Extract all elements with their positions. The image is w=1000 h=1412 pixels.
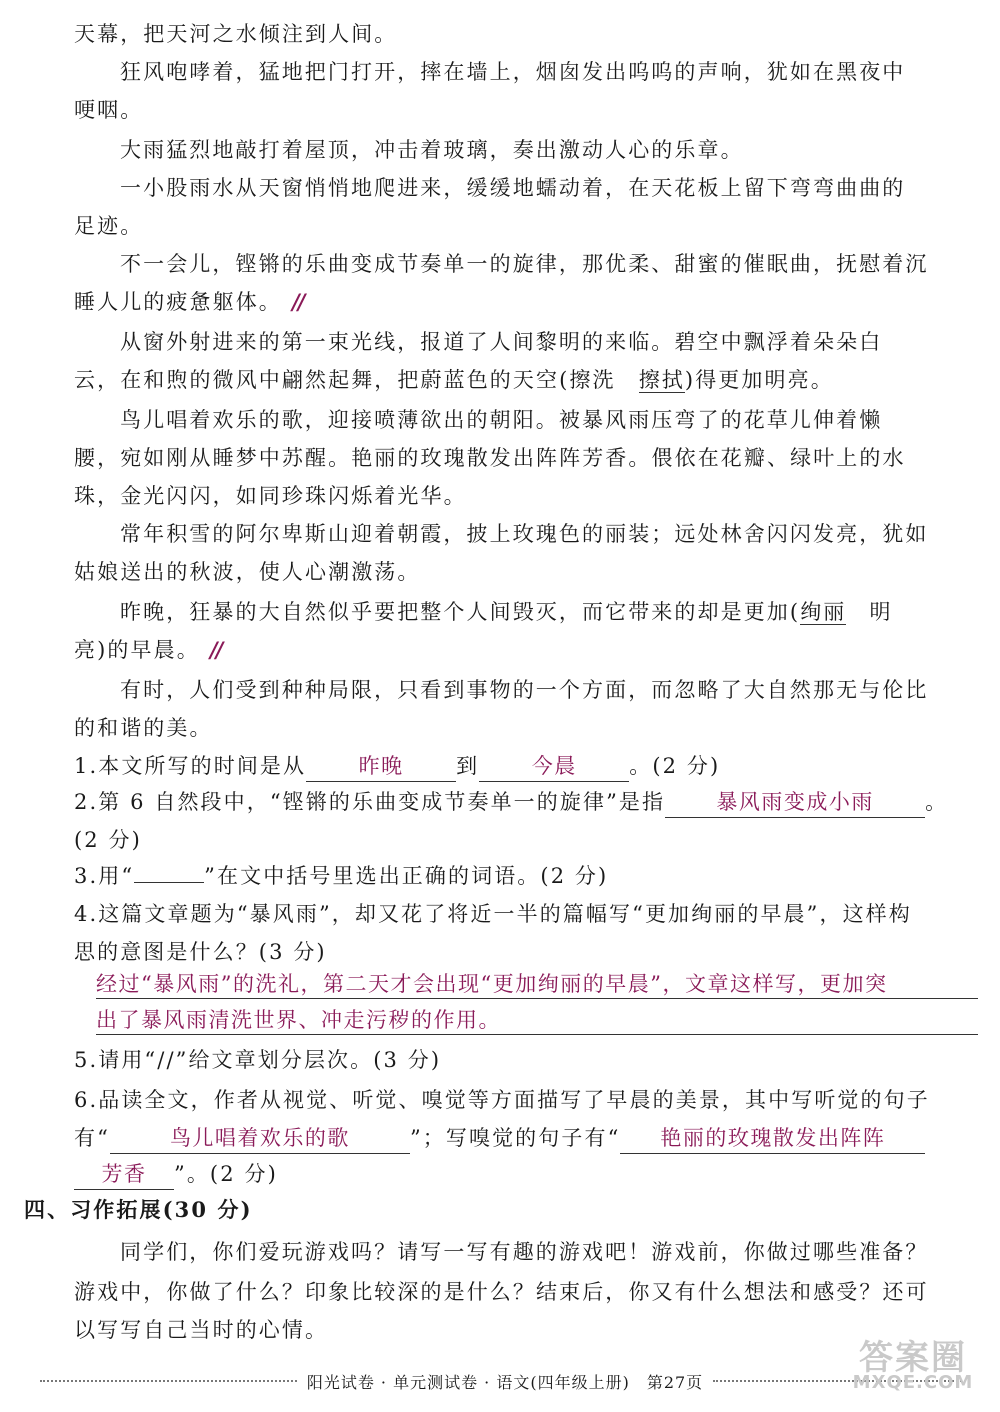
passage-line: 常年积雪的阿尔卑斯山迎着朝霞，披上玫瑰色的丽装；远处林舍闪闪发亮，犹如 — [120, 522, 929, 546]
layer-divider-mark: // — [209, 637, 222, 662]
answer-blank[interactable]: 今晨 — [479, 751, 629, 782]
passage-line: 一小股雨水从天窗悄悄地爬进来，缓缓地蠕动着，在天花板上留下弯弯曲曲的 — [120, 176, 906, 200]
passage-line: 的和谐的美。 — [74, 716, 213, 740]
question-3: 3.用“ ”在文中括号里选出正确的词语。(2 分) — [74, 864, 609, 888]
answer-line — [96, 1034, 978, 1035]
writing-prompt-line: 游戏中，你做了什么？印象比较深的是什么？结束后，你又有什么想法和感受？还可 — [74, 1280, 929, 1304]
passage-line: 昨晚，狂暴的大自然似乎要把整个人间毁灭，而它带来的却是更加(绚丽 明 — [120, 600, 893, 624]
question-6: 芳香 ”。(2 分) — [74, 1154, 979, 1194]
answer-blank[interactable]: 芳香 — [74, 1159, 174, 1190]
layer-divider-mark: // — [291, 289, 304, 314]
answer-blank[interactable]: 昨晚 — [306, 751, 456, 782]
passage-line: 亮)的早晨。 // — [74, 637, 222, 662]
blank-line — [134, 882, 204, 883]
passage-line: 哽咽。 — [74, 98, 144, 122]
passage-line: 睡人儿的疲惫躯体。 // — [74, 289, 304, 314]
writing-prompt-line: 同学们，你们爱玩游戏吗？请写一写有趣的游戏吧！游戏前，你做过哪些准备？ — [120, 1240, 929, 1264]
question-5: 5.请用“//”给文章划分层次。(3 分) — [74, 1048, 442, 1072]
answer-blank[interactable]: 鸟儿唱着欢乐的歌 — [110, 1123, 410, 1154]
answer-text[interactable]: 经过“暴风雨”的洗礼，第二天才会出现“更加绚丽的早晨”，文章这样写，更加突 — [96, 972, 888, 996]
selected-word: 绚丽 — [800, 600, 847, 624]
question-1: 1.本文所写的时间是从 昨晚 到 今晨 。(2 分) — [74, 746, 979, 786]
writing-prompt-line: 以写写自己当时的心情。 — [74, 1318, 329, 1342]
passage-line: 有时，人们受到种种局限，只看到事物的一个方面，而忽略了大自然那无与伦比 — [120, 678, 929, 702]
passage-line: 大雨猛烈地敲打着屋顶，冲击着玻璃，奏出激动人心的乐章。 — [120, 138, 744, 162]
passage-line: 不一会儿，铿锵的乐曲变成节奏单一的旋律，那优柔、甜蜜的催眠曲，抚慰着沉 — [120, 252, 929, 276]
watermark-logo: 答案圈 MXQE.COM — [852, 1338, 974, 1393]
passage-line: 珠，金光闪闪，如同珍珠闪烁着光华。 — [74, 484, 467, 508]
passage-line: 鸟儿唱着欢乐的歌，迎接喷薄欲出的朝阳。被暴风雨压弯了的花草儿伸着懒 — [120, 408, 883, 432]
question-4: 4.这篇文章题为“暴风雨”，却又花了将近一半的篇幅写“更加绚丽的早晨”，这样构 — [74, 902, 912, 926]
footer-text: 阳光试卷 · 单元测试卷 · 语文(四年级上册) 第27页 — [306, 1372, 704, 1392]
answer-blank[interactable]: 暴风雨变成小雨 — [665, 787, 925, 818]
passage-line: 天幕，把天河之水倾注到人间。 — [74, 22, 398, 46]
passage-line: 从窗外射进来的第一束光线，报道了人间黎明的来临。碧空中飘浮着朵朵白 — [120, 330, 883, 354]
passage-line: 足迹。 — [74, 214, 144, 238]
footer-divider — [40, 1380, 297, 1382]
page-footer — [30, 1366, 980, 1396]
question-2: 2.第 6 自然段中，“铿锵的乐曲变成节奏单一的旋律”是指 暴风雨变成小雨 。 — [74, 782, 979, 822]
passage-line: 云，在和煦的微风中翩然起舞，把蔚蓝色的天空(擦洗 擦拭)得更加明亮。 — [74, 368, 834, 392]
passage-line: 狂风咆哮着，猛地把门打开，摔在墙上，烟囱发出呜呜的声响，犹如在黑夜中 — [120, 60, 906, 84]
question-6: 6.品读全文，作者从视觉、听觉、嗅觉等方面描写了早晨的美景，其中写听觉的句子 — [74, 1088, 930, 1112]
selected-word: 擦拭 — [638, 368, 685, 392]
answer-blank[interactable]: 艳丽的玫瑰散发出阵阵 — [620, 1123, 925, 1154]
passage-line: 腰，宛如刚从睡梦中苏醒。艳丽的玫瑰散发出阵阵芳香。偎依在花瓣、绿叶上的水 — [74, 446, 906, 470]
question-4: 思的意图是什么？(3 分) — [74, 940, 327, 964]
answer-text[interactable]: 出了暴风雨清洗世界、冲走污秽的作用。 — [96, 1008, 501, 1032]
question-6: 有“ 鸟儿唱着欢乐的歌 ”；写嗅觉的句子有“ 艳丽的玫瑰散发出阵阵 — [74, 1118, 979, 1158]
answer-line — [96, 998, 978, 999]
section-title: 四、习作拓展(30 分) — [24, 1197, 253, 1222]
question-2-score: (2 分) — [74, 828, 142, 852]
passage-line: 姑娘送出的秋波，使人心潮激荡。 — [74, 560, 421, 584]
